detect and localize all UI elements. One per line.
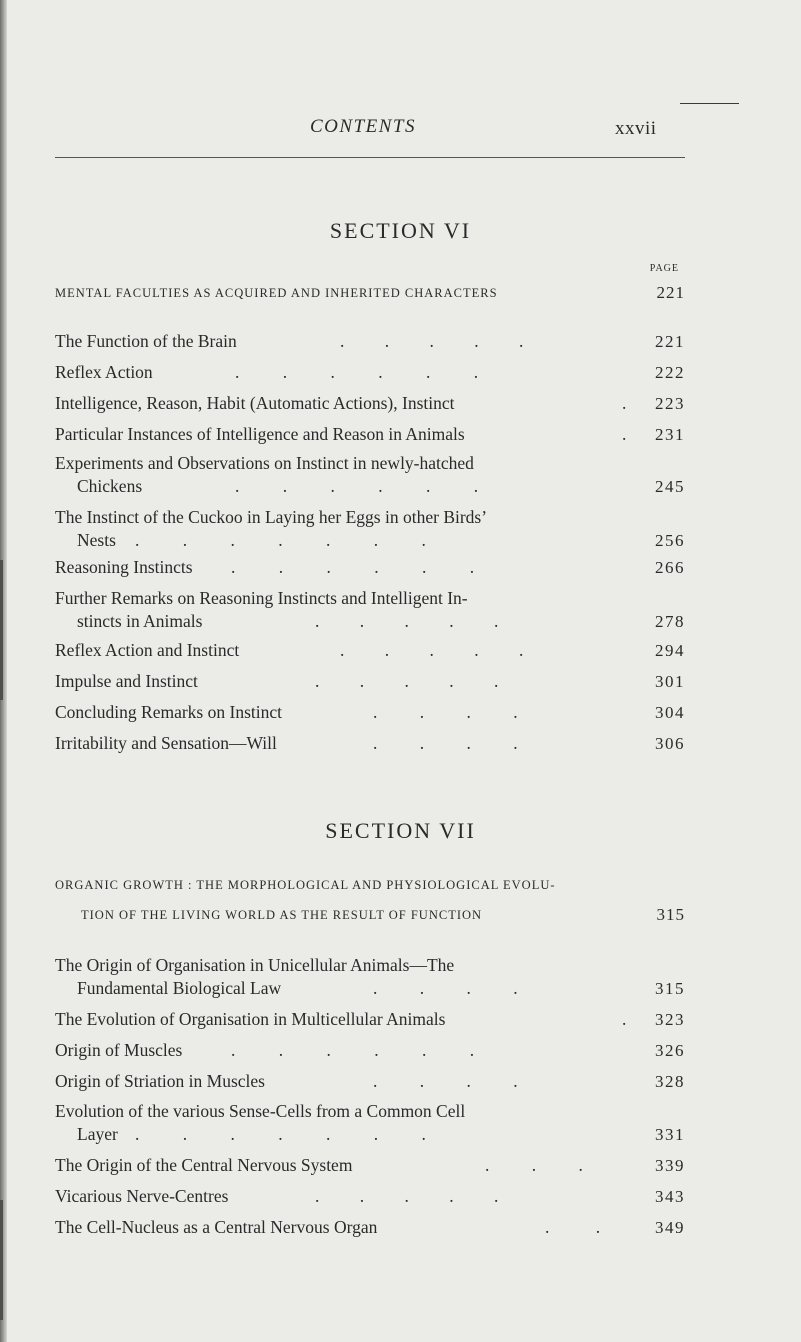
toc-entry[interactable] [55, 1154, 685, 1177]
toc-entry[interactable] [55, 1039, 685, 1062]
toc-entry[interactable] [55, 556, 685, 579]
toc-entry-page: 323 [655, 1010, 685, 1029]
toc-entry-title-continued: Nests [77, 530, 116, 550]
toc-leader-dots: . . [545, 1217, 601, 1237]
toc-leader-dots: . . . . . [315, 611, 499, 631]
toc-entry-title: Reasoning Instincts [55, 557, 193, 577]
toc-entry-page: 278 [655, 612, 685, 631]
toc-entry-title: Vicarious Nerve-Centres [55, 1186, 229, 1206]
toc-entry-page: 256 [655, 531, 685, 550]
page-column-label: PAGE [649, 263, 679, 274]
toc-leader-dots: . [622, 393, 627, 413]
toc-entry-page: 245 [655, 477, 685, 496]
toc-leader-dots: . . . . [373, 733, 518, 753]
toc-entry-page: 304 [655, 703, 685, 722]
toc-entry-page: 339 [655, 1156, 685, 1175]
header-rule [55, 157, 685, 158]
toc-entry-title: The Cell-Nucleus as a Central Nervous Organ [55, 1217, 378, 1237]
toc-entry[interactable] [55, 330, 685, 353]
toc-entry-page: 221 [655, 332, 685, 351]
toc-entry[interactable] [55, 452, 685, 498]
toc-leader-dots: . [622, 1009, 627, 1029]
toc-entry-title: The Origin of the Central Nervous System [55, 1155, 353, 1175]
toc-entry-title: The Function of the Brain [55, 331, 237, 351]
toc-entry-title: Concluding Remarks on Instinct [55, 702, 282, 722]
header-corner-rule [680, 103, 739, 104]
toc-entry-page: 349 [655, 1218, 685, 1237]
toc-leader-dots: . . . . [373, 978, 518, 998]
toc-leader-dots: . . . . . . [231, 1040, 475, 1060]
toc-entry-title: Impulse and Instinct [55, 671, 198, 691]
running-head-page-number: xxvii [615, 118, 657, 139]
binding-shadow [0, 1200, 3, 1320]
toc-entry-page: 331 [655, 1125, 685, 1144]
section-subtitle-text: TION OF THE LIVING WORLD AS THE RESULT OF FUNCTION [81, 908, 483, 922]
toc-leader-dots: . . . . . [315, 1186, 499, 1206]
toc-entry-page: 315 [655, 979, 685, 998]
toc-entry[interactable] [55, 1008, 685, 1031]
toc-leader-dots: . . . . . . [235, 362, 479, 382]
section-subtitle-page: 315 [656, 905, 685, 924]
section-heading: SECTION VII [325, 818, 476, 843]
binding-shadow [0, 560, 3, 700]
toc-leader-dots: . . . . [373, 1071, 518, 1091]
section-subtitle-continued [81, 905, 685, 924]
toc-entry-title: Further Remarks on Reasoning Instincts and Intelligent In- [55, 588, 468, 608]
toc-entry[interactable] [55, 701, 685, 724]
toc-entry-page: 306 [655, 734, 685, 753]
toc-entry-title-continued: stincts in Animals [77, 611, 203, 631]
toc-entry-title: The Origin of Organisation in Unicellular Animals—The [55, 955, 455, 975]
toc-entry-page: 266 [655, 558, 685, 577]
section-subtitle [55, 283, 685, 302]
toc-entry-page: 326 [655, 1041, 685, 1060]
running-head-title: CONTENTS [310, 116, 416, 137]
toc-entry-title-continued: Chickens [77, 476, 143, 496]
toc-entry[interactable] [55, 639, 685, 662]
toc-entry[interactable] [55, 1070, 685, 1093]
toc-entry-title: Origin of Muscles [55, 1040, 183, 1060]
section-subtitle [55, 878, 695, 893]
toc-entry[interactable] [55, 1100, 685, 1146]
toc-entry-title: The Evolution of Organisation in Multicellular Animals [55, 1009, 446, 1029]
toc-entry[interactable] [55, 506, 685, 552]
toc-leader-dots: . . . . . . [235, 476, 479, 496]
toc-entry-page: 223 [655, 394, 685, 413]
toc-entry[interactable] [55, 361, 685, 384]
toc-leader-dots: . [622, 424, 627, 444]
toc-entry[interactable] [55, 392, 685, 415]
toc-entry-page: 222 [655, 363, 685, 382]
toc-leader-dots: . . . . [373, 702, 518, 722]
toc-leader-dots: . . . . . [340, 640, 524, 660]
toc-entry-title: Reflex Action and Instinct [55, 640, 240, 660]
toc-entry-page: 231 [655, 425, 685, 444]
toc-entry[interactable] [55, 587, 685, 633]
toc-entry-page: 328 [655, 1072, 685, 1091]
toc-entry[interactable] [55, 1185, 685, 1208]
toc-entry-title-continued: Fundamental Biological Law [77, 978, 282, 998]
toc-entry[interactable] [55, 1216, 685, 1239]
toc-entry-page: 343 [655, 1187, 685, 1206]
toc-entry[interactable] [55, 670, 685, 693]
toc-leader-dots: . . . [485, 1155, 583, 1175]
toc-entry-title: Experiments and Observations on Instinct in newly-hatched [55, 453, 474, 473]
toc-entry-title: Particular Instances of Intelligence and Reason in Animals [55, 424, 465, 444]
toc-entry-title: Evolution of the various Sense-Cells from a Common Cell [55, 1101, 466, 1121]
section-subtitle-text: MENTAL FACULTIES AS ACQUIRED AND INHERITED CHARACTERS [55, 286, 498, 300]
section-subtitle-page: 221 [656, 283, 685, 302]
toc-leader-dots: . . . . . [315, 671, 499, 691]
section-heading: SECTION VI [329, 218, 472, 243]
toc-leader-dots: . . . . . [340, 331, 524, 351]
toc-entry-title: The Instinct of the Cuckoo in Laying her Eggs in other Birds’ [55, 507, 488, 527]
toc-entry[interactable] [55, 732, 685, 755]
toc-entry-page: 294 [655, 641, 685, 660]
toc-entry[interactable] [55, 423, 685, 446]
toc-entry-page: 301 [655, 672, 685, 691]
toc-entry-title: Intelligence, Reason, Habit (Automatic Actions), Instinct [55, 393, 455, 413]
toc-entry-title: Origin of Striation in Muscles [55, 1071, 265, 1091]
toc-leader-dots: . . . . . . . [135, 530, 426, 550]
toc-leader-dots: . . . . . . . [135, 1124, 426, 1144]
toc-entry-title: Reflex Action [55, 362, 153, 382]
toc-leader-dots: . . . . . . [231, 557, 475, 577]
section-subtitle-text: ORGANIC GROWTH : THE MORPHOLOGICAL AND PHYSIOLOGICAL EVOLU- [55, 878, 556, 892]
toc-entry-title-continued: Layer [77, 1124, 118, 1144]
toc-entry[interactable] [55, 954, 685, 1000]
toc-entry-title: Irritability and Sensation—Will [55, 733, 277, 753]
